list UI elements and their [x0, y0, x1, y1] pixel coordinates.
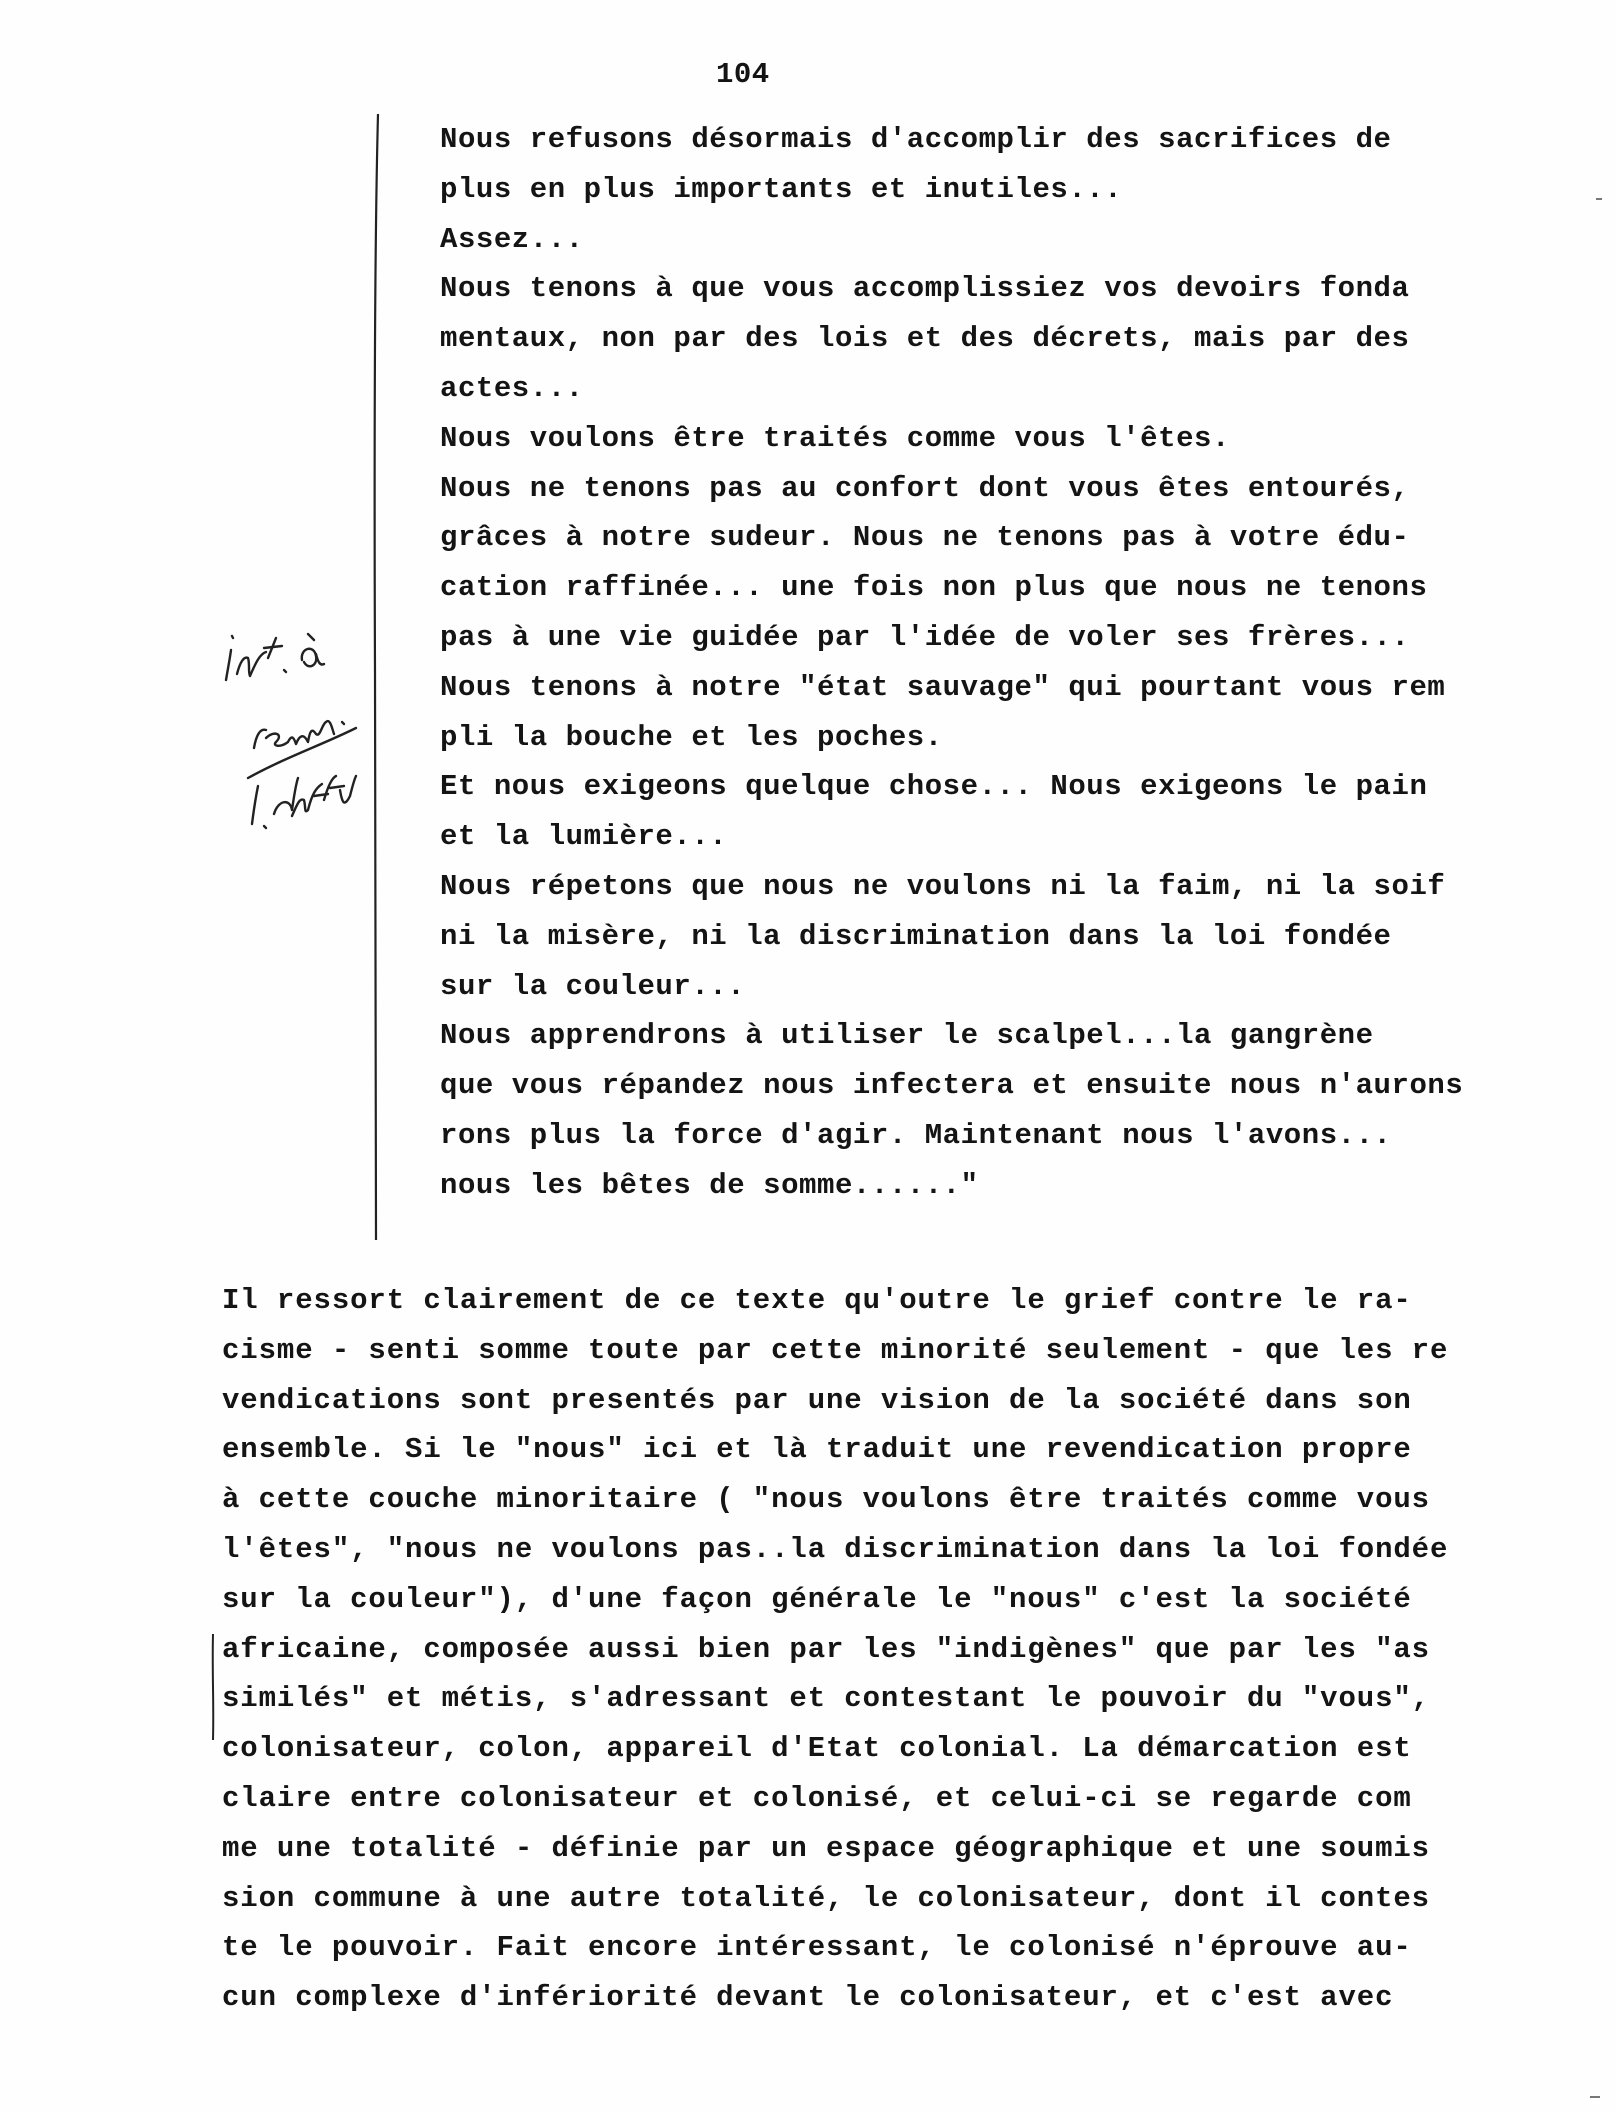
- quote-line: mentaux, non par des lois et des décrets, mais par des: [440, 322, 1410, 356]
- paragraph-line: cun complexe d'infériorité devant le colonisateur, et c'est avec: [222, 1981, 1394, 2015]
- paragraph-line: à cette couche minoritaire ( "nous voulons être traités comme vous: [222, 1483, 1430, 1517]
- paragraph-line: cisme - senti somme toute par cette minorité seulement - que les re: [222, 1333, 1449, 1367]
- quote-line: grâces à notre sudeur. Nous ne tenons pas à votre édu-: [440, 521, 1410, 555]
- paragraph-line: similés" et métis, s'adressant et contestant le pouvoir du "vous",: [222, 1682, 1430, 1716]
- quote-line: plus en plus importants et inutiles...: [440, 172, 1123, 206]
- quote-line: actes...: [440, 371, 584, 405]
- quote-line: nous les bêtes de somme......": [440, 1168, 979, 1202]
- quote-line: Nous tenons à que vous accomplissiez vos devoirs fonda: [440, 272, 1410, 306]
- paragraph-line: sur la couleur"), d'une façon générale le "nous" c'est la société: [222, 1582, 1412, 1616]
- scan-speck: [1596, 198, 1602, 200]
- page-number: 104: [716, 58, 770, 91]
- scan-speck: [1590, 2096, 1600, 2098]
- quote-line: sur la couleur...: [440, 969, 746, 1003]
- quote-line: Assez...: [440, 222, 584, 256]
- quote-line: Et nous exigeons quelque chose... Nous exigeons le pain: [440, 770, 1428, 804]
- paragraph-line: me une totalité - définie par un espace géographique et une soumis: [222, 1831, 1430, 1865]
- paragraph-line: colonisateur, colon, appareil d'Etat colonial. La démarcation est: [222, 1732, 1412, 1766]
- quote-line: Nous ne tenons pas au confort dont vous êtes entourés,: [440, 471, 1410, 505]
- quote-line: ni la misère, ni la discrimination dans la loi fondée: [440, 919, 1392, 953]
- quote-line: et la lumière...: [440, 820, 728, 854]
- quote-line: Nous apprendrons à utiliser le scalpel...la gangrène: [440, 1019, 1374, 1053]
- quote-line: pas à une vie guidée par l'idée de voler ses frères...: [440, 620, 1410, 654]
- quote-line: Nous tenons à notre "état sauvage" qui pourtant vous rem: [440, 670, 1446, 704]
- quote-line: rons plus la force d'agir. Maintenant nous l'avons...: [440, 1118, 1392, 1152]
- paragraph-line: africaine, composée aussi bien par les "indigènes" que par les "as: [222, 1632, 1430, 1666]
- body-paragraph: [222, 1276, 1448, 2023]
- quote-line: que vous répandez nous infectera et ensuite nous n'aurons: [440, 1069, 1464, 1103]
- quote-line: cation raffinée... une fois non plus que nous ne tenons: [440, 571, 1428, 605]
- paragraph-line: ensemble. Si le "nous" ici et là traduit une revendication propre: [222, 1433, 1412, 1467]
- quote-line: Nous répetons que nous ne voulons ni la faim, ni la soif: [440, 869, 1446, 903]
- paragraph-line: claire entre colonisateur et colonisé, et celui-ci se regarde com: [222, 1781, 1412, 1815]
- paragraph-line: vendications sont presentés par une vision de la société dans son: [222, 1383, 1412, 1417]
- quote-line: Nous refusons désormais d'accomplir des sacrifices de: [440, 123, 1392, 156]
- paragraph-margin-mark: [210, 1632, 216, 1742]
- paragraph-line: l'êtes", "nous ne voulons pas..la discrimination dans la loi fondée: [222, 1532, 1449, 1566]
- paragraph-line: Il ressort clairement de ce texte qu'outre le grief contre le ra-: [222, 1284, 1412, 1317]
- paragraph-line: te le pouvoir. Fait encore intéressant, le colonisé n'éprouve au-: [222, 1931, 1412, 1965]
- quote-line: pli la bouche et les poches.: [440, 720, 943, 754]
- quoted-passage: [440, 115, 1463, 1211]
- handwritten-margin-note: [204, 618, 374, 858]
- paragraph-line: sion commune à une autre totalité, le colonisateur, dont il contes: [222, 1881, 1430, 1915]
- quote-line: Nous voulons être traités comme vous l'êtes.: [440, 421, 1230, 455]
